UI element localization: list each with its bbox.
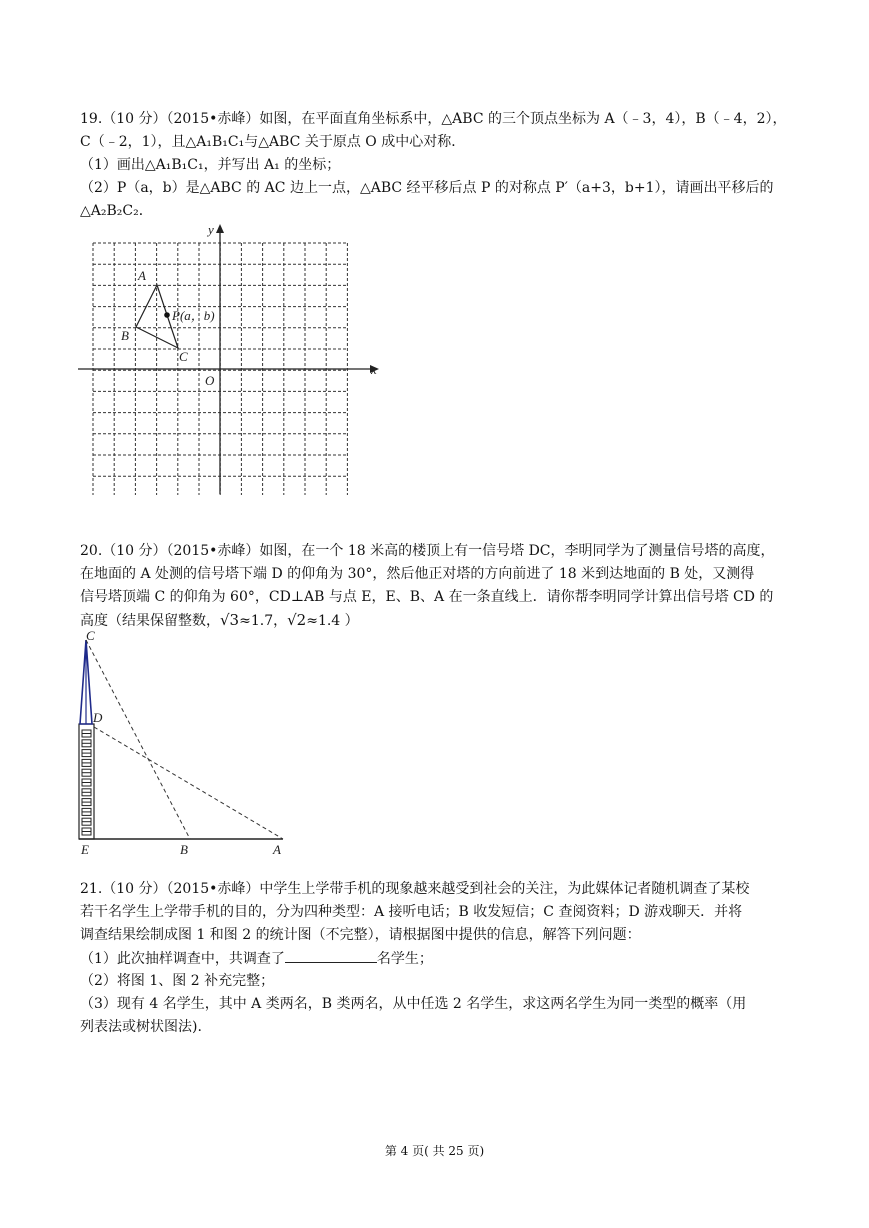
- q21-line-3: 调查结果绘制成图 1 和图 2 的统计图（不完整），请根据图中提供的信息，解答下列问题：: [80, 927, 641, 943]
- tower-figure: [70, 625, 300, 860]
- q19-line-4: （2）P（a，b）是△ABC 的 AC 边上一点，△ABC 经平移后点 P 的对称点 P′（a+3，b+1），请画出平移后的: [80, 180, 774, 196]
- approx-1: ≈1.7，: [239, 613, 288, 629]
- q21-line-4-tail: 名学生；: [376, 951, 433, 967]
- label-d: D: [93, 710, 103, 725]
- label-p: P(a，b): [172, 308, 215, 323]
- label-b: B: [180, 842, 188, 857]
- sqrt-3: √3: [220, 611, 240, 629]
- sight-line-d-a: [94, 727, 283, 839]
- q20-line-3: 信号塔顶端 C 的仰角为 60°，CD⊥AB 与点 E，E、B、A 在一条直线上．请你帮李明同学计算出信号塔 CD 的: [80, 589, 774, 605]
- label-a: A: [273, 842, 281, 857]
- q21-line-5: （2）将图 1、图 2 补充完整；: [80, 973, 275, 989]
- answer-blank[interactable]: [285, 949, 377, 963]
- q21-line-7: 列表法或树状图法).: [80, 1019, 202, 1035]
- x-axis-label: x: [371, 362, 377, 377]
- label-e: E: [81, 842, 89, 857]
- label-c: C: [179, 349, 188, 364]
- q21-line-4-text: （1）此次抽样调查中，共调查了: [80, 951, 285, 967]
- q19-line-1: 19.（10 分）（2015•赤峰）如图，在平面直角坐标系中，△ABC 的三个顶点坐标为 A（﹣3，4），B（﹣4，2），: [80, 111, 787, 127]
- q19-line-3: （1）画出△A₁B₁C₁，并写出 A₁ 的坐标；: [80, 157, 341, 173]
- sight-line-c-b: [86, 640, 190, 839]
- q19-line-2: C（﹣2，1），且△A₁B₁C₁与△ABC 关于原点 O 成中心对称．: [80, 134, 466, 150]
- page-footer: 第 4 页( 共 25 页): [384, 1144, 485, 1158]
- q21-line-4: [80, 949, 433, 968]
- q21-line-1: 21.（10 分）（2015•赤峰）中学生上学带手机的现象越来越受到社会的关注，为此媒体记者随机调查了某校: [80, 881, 750, 897]
- label-c: C: [86, 628, 95, 643]
- point-p: [164, 312, 170, 318]
- y-axis-arrow: [216, 224, 224, 233]
- coordinate-grid-figure: [70, 220, 390, 500]
- q21-line-6: （3）现有 4 名学生，其中 A 类两名，B 类两名，从中任选 2 名学生，求这两名学生为同一类型的概率（用: [80, 996, 747, 1012]
- y-axis-label: y: [208, 222, 214, 237]
- origin-label: O: [205, 373, 215, 388]
- q20-line-4-text: 高度（结果保留整数，: [80, 613, 220, 629]
- q19-line-5: △A₂B₂C₂．: [80, 203, 153, 219]
- q20-line-2: 在地面的 A 处测的信号塔下端 D 的仰角为 30°，然后他正对塔的方向前进了 18 米到达地面的 B 处，又测得: [80, 566, 755, 582]
- approx-2: ≈1.4 ）: [306, 613, 359, 629]
- sqrt-2: √2: [287, 611, 307, 629]
- q20-line-1: 20.（10 分）（2015•赤峰）如图，在一个 18 米高的楼顶上有一信号塔 DC，李明同学为了测量信号塔的高度，: [80, 543, 775, 559]
- q21-line-2: 若干名学生上学带手机的目的，分为四种类型：A 接听电话；B 收发短信；C 查阅资料；D 游戏聊天．并将: [80, 904, 743, 920]
- label-b: B: [121, 328, 129, 343]
- label-a: A: [138, 268, 146, 283]
